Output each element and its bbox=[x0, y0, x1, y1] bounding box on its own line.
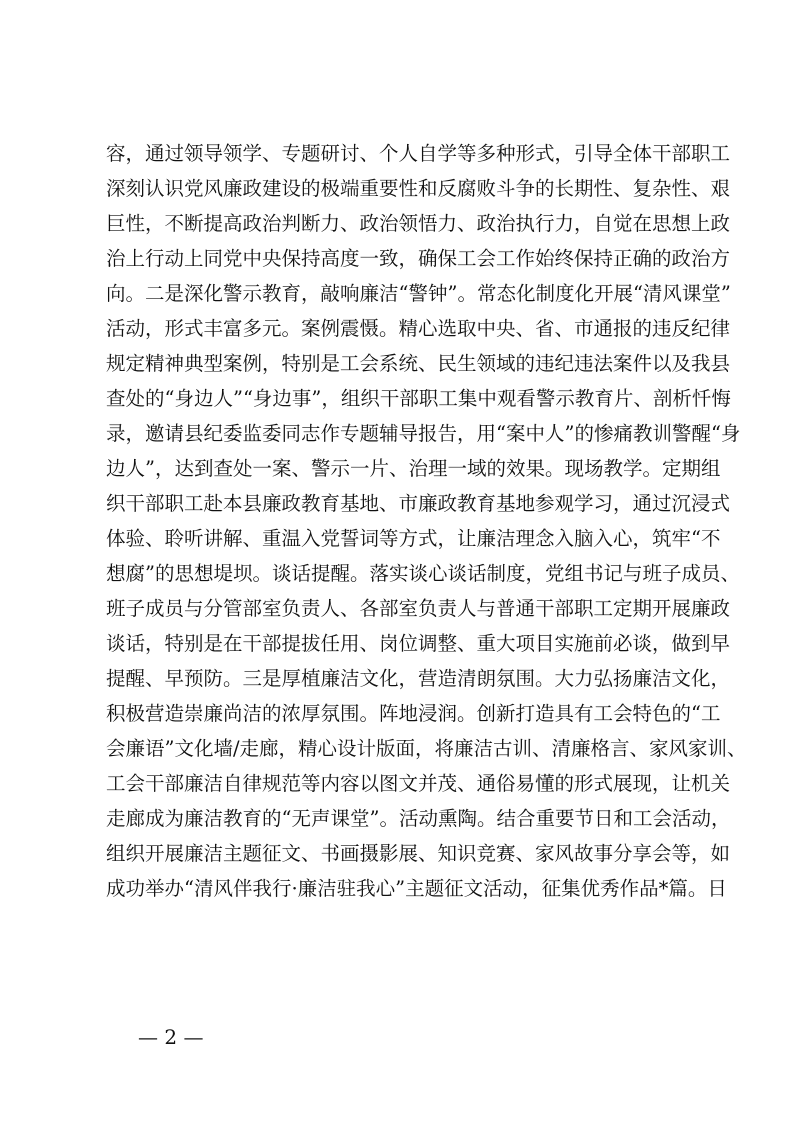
text-line: 班子成员与分管部室负责人、各部室负责人与普通干部职工定期开展廉政 bbox=[106, 597, 731, 620]
text-line: 向。二是深化警示教育，敲响廉洁“警钟”。常态化制度化开展“清风课堂” bbox=[106, 282, 731, 305]
text-line: 谈话，特别是在干部提拔任用、岗位调整、重大项目实施前必谈，做到早 bbox=[106, 632, 731, 655]
text-line: 提醒、早预防。三是厚植廉洁文化，营造清朗氛围。大力弘扬廉洁文化， bbox=[106, 667, 731, 690]
text-line: 治上行动上同党中央保持高度一致，确保工会工作始终保持正确的政治方 bbox=[106, 247, 731, 270]
text-line: 容，通过领导领学、专题研讨、个人自学等多种形式，引导全体干部职工 bbox=[106, 142, 731, 165]
text-line: 深刻认识党风廉政建设的极端重要性和反腐败斗争的长期性、复杂性、艰 bbox=[106, 177, 731, 200]
text-line: 查处的“身边人”“身边事”，组织干部职工集中观看警示教育片、剖析忏悔 bbox=[106, 387, 731, 410]
text-line: 活动，形式丰富多元。案例震慑。精心选取中央、省、市通报的违反纪律 bbox=[106, 317, 731, 340]
text-line: 体验、聆听讲解、重温入党誓词等方式，让廉洁理念入脑入心，筑牢“不 bbox=[106, 527, 721, 550]
page-number: — 2 — bbox=[138, 1025, 204, 1049]
body-text bbox=[106, 136, 747, 906]
text-line: 成功举办“清风伴我行·廉洁驻我心”主题征文活动，征集优秀作品*篇。日 bbox=[106, 877, 727, 900]
text-line: 巨性，不断提高政治判断力、政治领悟力、政治执行力，自觉在思想上政 bbox=[106, 212, 731, 235]
text-line: 想腐”的思想堤坝。谈话提醒。落实谈心谈话制度，党组书记与班子成员、 bbox=[106, 562, 740, 585]
text-line: 组织开展廉洁主题征文、书画摄影展、知识竞赛、家风故事分享会等，如 bbox=[106, 842, 731, 865]
text-line: 工会干部廉洁自律规范等内容以图文并茂、通俗易懂的形式展现，让机关 bbox=[106, 772, 731, 795]
text-line: 录，邀请县纪委监委同志作专题辅导报告，用“案中人”的惨痛教训警醒“身 bbox=[106, 422, 741, 445]
text-line: 走廊成为廉洁教育的“无声课堂”。活动熏陶。结合重要节日和工会活动， bbox=[106, 807, 731, 830]
text-line: 积极营造崇廉尚洁的浓厚氛围。阵地浸润。创新打造具有工会特色的“工 bbox=[106, 702, 721, 725]
text-line: 织干部职工赴本县廉政教育基地、市廉政教育基地参观学习，通过沉浸式 bbox=[106, 492, 731, 515]
text-line: 边人”，达到查处一案、警示一片、治理一域的效果。现场教学。定期组 bbox=[106, 457, 721, 480]
text-line: 会廉语”文化墙/走廊，精心设计版面，将廉洁古训、清廉格言、家风家训、 bbox=[106, 737, 747, 760]
text-line: 规定精神典型案例，特别是工会系统、民生领域的违纪违法案件以及我县 bbox=[106, 352, 731, 375]
